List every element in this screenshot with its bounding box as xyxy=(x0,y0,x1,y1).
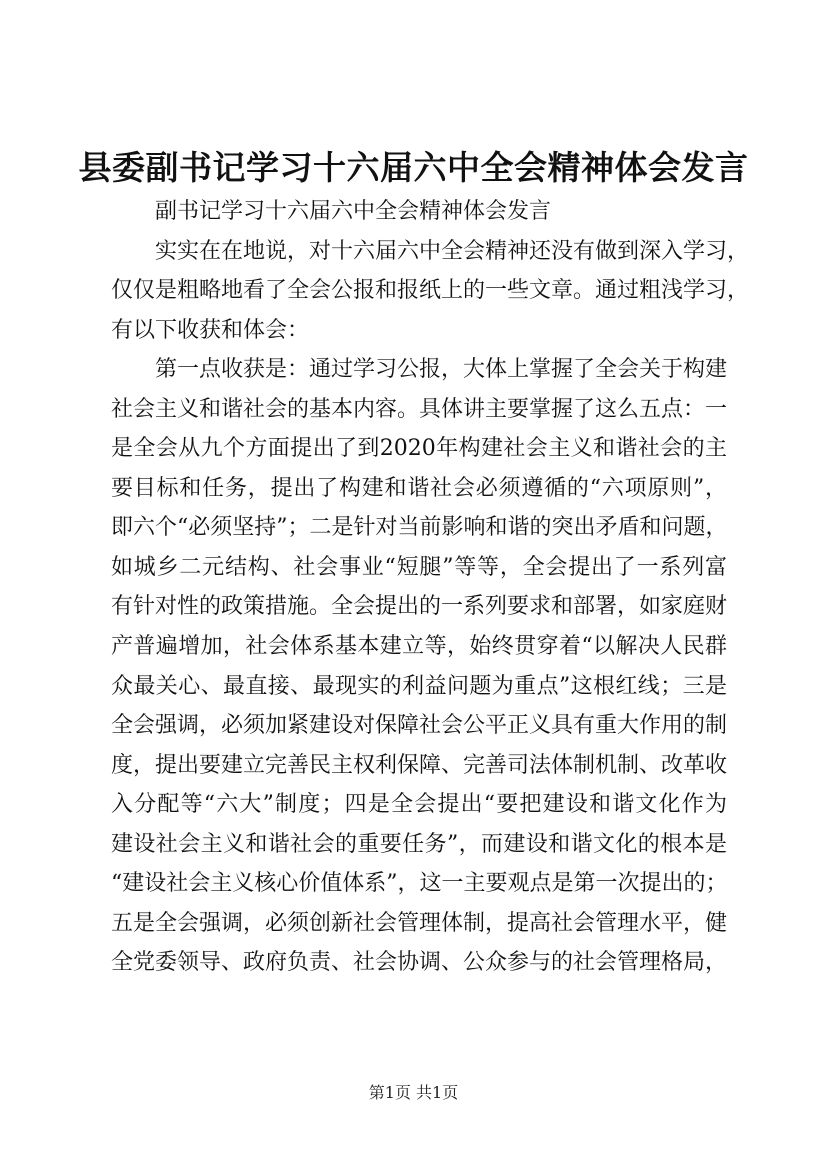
paragraph-line: 如城乡二元结构、社会事业“短腿”等等，全会提出了一系列富 xyxy=(111,554,727,580)
paragraph-line: 社会主义和谐社会的基本内容。具体讲主要掌握了这么五点：一 xyxy=(111,396,728,422)
paragraph-line: “建设社会主义核心价值体系”，这一主要观点是第一次提出的； xyxy=(111,871,728,897)
paragraph-line: 度，提出要建立完善民主权利保障、完善司法体制机制、改革收 xyxy=(111,752,728,778)
paragraph-line: 实实在在地说，对十六届六中全会精神还没有做到深入学习， xyxy=(155,238,750,264)
paragraph-line: 有针对性的政策措施。全会提出的一系列要求和部署，如家庭财 xyxy=(111,594,728,620)
paragraph-line: 仅仅是粗略地看了全会公报和报纸上的一些文章。通过粗浅学习， xyxy=(111,278,750,304)
paragraph-line: 五是全会强调，必须创新社会管理体制，提高社会管理水平，健 xyxy=(111,910,728,936)
paragraph-line: 建设社会主义和谐社会的重要任务”，而建设和谐文化的根本是 xyxy=(111,831,727,857)
document-body xyxy=(111,192,750,983)
paragraph-line: 是全会从九个方面提出了到2020年构建社会主义和谐社会的主 xyxy=(111,436,727,462)
page-footer: 第1页 共1页 xyxy=(368,1083,459,1102)
paragraph-line: 要目标和任务，提出了构建和谐社会必须遵循的“六项原则”， xyxy=(111,475,727,501)
document-title: 县委副书记学习十六届六中全会精神体会发言 xyxy=(78,148,749,187)
paragraph-line: 产普遍增加，社会体系基本建立等，始终贯穿着“以解决人民群 xyxy=(111,634,727,660)
paragraph-line: 入分配等“六大”制度；四是全会提出“要把建设和谐文化作为 xyxy=(111,792,727,818)
subtitle-line: 副书记学习十六届六中全会精神体会发言 xyxy=(155,199,552,224)
paragraph-line: 全会强调，必须加紧建设对保障社会公平正义具有重大作用的制 xyxy=(111,713,728,739)
paragraph-line: 众最关心、最直接、最现实的利益问题为重点”这根红线；三是 xyxy=(111,673,727,699)
paragraph-line: 即六个“必须坚持”；二是针对当前影响和谐的突出矛盾和问题， xyxy=(111,515,728,541)
paragraph-line: 第一点收获是：通过学习公报，大体上掌握了全会关于构建 xyxy=(155,357,728,383)
paragraph-line: 全党委领导、政府负责、社会协调、公众参与的社会管理格局， xyxy=(111,950,728,976)
paragraph-line: 有以下收获和体会： xyxy=(111,317,310,343)
